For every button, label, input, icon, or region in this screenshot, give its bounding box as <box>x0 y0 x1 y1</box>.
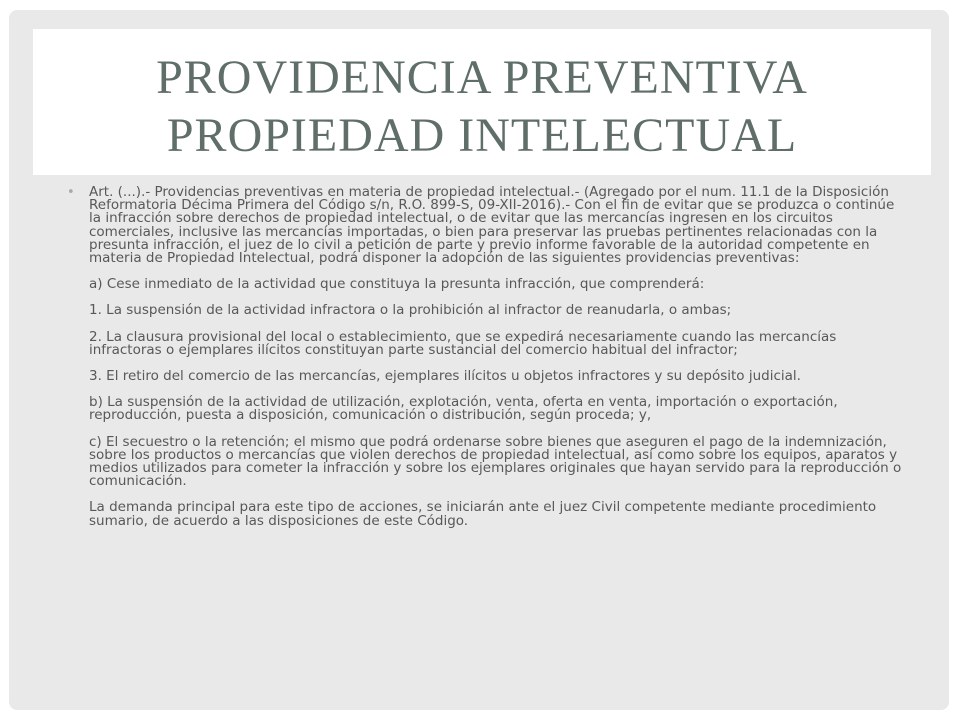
paragraph-1: 1. La suspensión de la actividad infractora o la prohibición al infractor de reanudarla, o ambas; <box>89 302 732 319</box>
paragraph-3: 3. El retiro del comercio de las mercancías, ejemplares ilícitos u objetos infractores y su depósito judicial. <box>89 368 801 385</box>
paragraph-c: c) El secuestro o la retención; el mismo que podrá ordenarse sobre bienes que aseguren el pago de la indemnización, sobre los productos o mercancías que violen derechos de propiedad intelectual, así como sobre los equipos, aparatos y medios utilizados para cometer la infracción y sobre los ejemplares originales que hayan servido para la reproducción o comunicación. <box>89 433 902 490</box>
title-box <box>33 29 931 175</box>
intro-paragraph: Art. (...).- Providencias preventivas en materia de propiedad intelectual.- (Agregado por el num. 11.1 de la Disposición Reformatoria Décima Primera del Código s/n, R.O. 899-S, 09-XII-2016).- Con el fin de evitar que se produzca o continúe la infracción sobre derechos de propiedad intelectual, o de evitar que las mercancías ingresen en los circuitos comerciales, inclusive las mercancías importadas, o bien para preservar las pruebas pertinentes relacionadas con la presunta infracción, el juez de lo civil a petición de parte y previo informe favorable de la autoridad competente en materia de Propiedad Intelectual, podrá disponer la adopción de las siguientes providencias preventivas: <box>89 184 895 267</box>
slide-title-line-1: PROVIDENCIA PREVENTIVA <box>156 51 808 104</box>
closing-paragraph: La demanda principal para este tipo de acciones, se iniciarán ante el juez Civil competente mediante procedimiento sumario, de acuerdo a las disposiciones de este Código. <box>89 499 877 529</box>
paragraph-2: 2. La clausura provisional del local o establecimiento, que se expedirá necesariamente cuando las mercancías infractoras o ejemplares ilícitos constituyan parte sustancial del comercio habitual del infractor; <box>89 328 837 358</box>
paragraph-b: b) La suspensión de la actividad de utilización, explotación, venta, oferta en venta, importación o exportación, reproducción, puesta a disposición, comunicación o distribución, según proceda; y, <box>89 394 838 424</box>
bullet-item <box>67 184 910 267</box>
slide <box>9 10 949 710</box>
bullet-icon: • <box>67 185 75 200</box>
paragraph-a: a) Cese inmediato de la actividad que constituya la presunta infracción, que comprenderá: <box>89 276 705 293</box>
slide-title-line-2: PROPIEDAD INTELECTUAL <box>166 109 798 162</box>
slide-body <box>67 184 910 541</box>
